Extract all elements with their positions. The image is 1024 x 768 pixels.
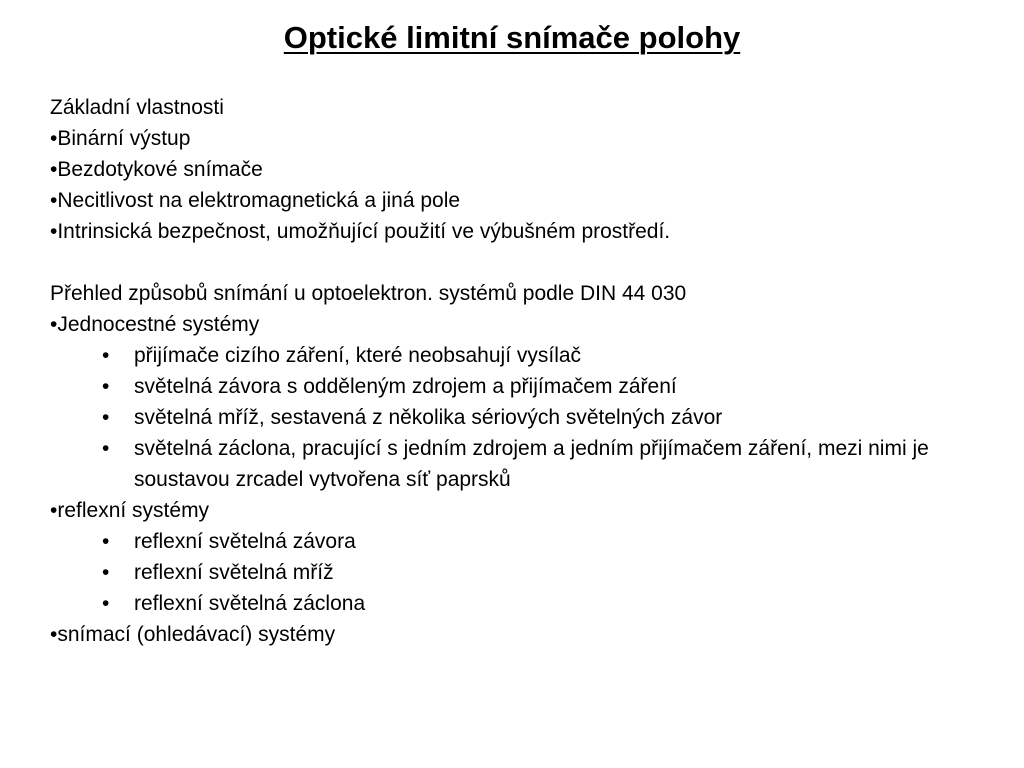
sub-item [50,526,974,557]
bullet-glyph: • [102,592,110,615]
group-label-one-way: •Jednocestné systémy [50,313,260,336]
group-label-scanning: •snímací (ohledávací) systémy [50,623,336,646]
list-item-binary-output: •Binární výstup [50,127,191,150]
spacer [50,247,990,278]
group-label-reflex: •reflexní systémy [50,499,210,522]
bullet-glyph: • [102,437,110,460]
sub-item [50,588,974,619]
sub-item-text: reflexní světelná záclona [134,592,366,615]
sub-item-text: reflexní světelná mříž [134,561,334,584]
bullet-glyph: • [102,344,110,367]
sub-item [50,402,974,433]
bullet-glyph: • [102,530,110,553]
sub-item [50,340,974,371]
sub-item-text: světelná záclona, pracující s jedním zdrojem a jedním přijímačem záření, mezi nimi je soustavou zrcadel vytvořena síť paprsků [134,437,929,491]
sub-item [50,433,974,495]
sub-item-text: světelná závora s odděleným zdrojem a přijímačem záření [134,375,677,398]
slide-title: Optické limitní snímače polohy [283,20,741,55]
sub-item [50,371,974,402]
slide-body [50,92,990,650]
bullet-glyph: • [102,406,110,429]
sub-item-text: přijímače cizího záření, které neobsahují vysílač [134,344,582,367]
bullet-glyph: • [102,561,110,584]
sub-item [50,557,974,588]
section-heading-overview: Přehled způsobů snímání u optoelektron. systémů podle DIN 44 030 [50,282,687,305]
sub-item-text: světelná mříž, sestavená z několika sériových světelných závor [134,406,723,429]
list-item-contactless: •Bezdotykové snímače [50,158,263,181]
sub-item-text: reflexní světelná závora [134,530,356,553]
list-item-em-insensitivity: •Necitlivost na elektromagnetická a jiná pole [50,189,461,212]
list-item-intrinsic-safety: •Intrinsická bezpečnost, umožňující použití ve výbušném prostředí. [50,220,671,243]
section-heading-properties: Základní vlastnosti [50,96,224,119]
bullet-glyph: • [102,375,110,398]
